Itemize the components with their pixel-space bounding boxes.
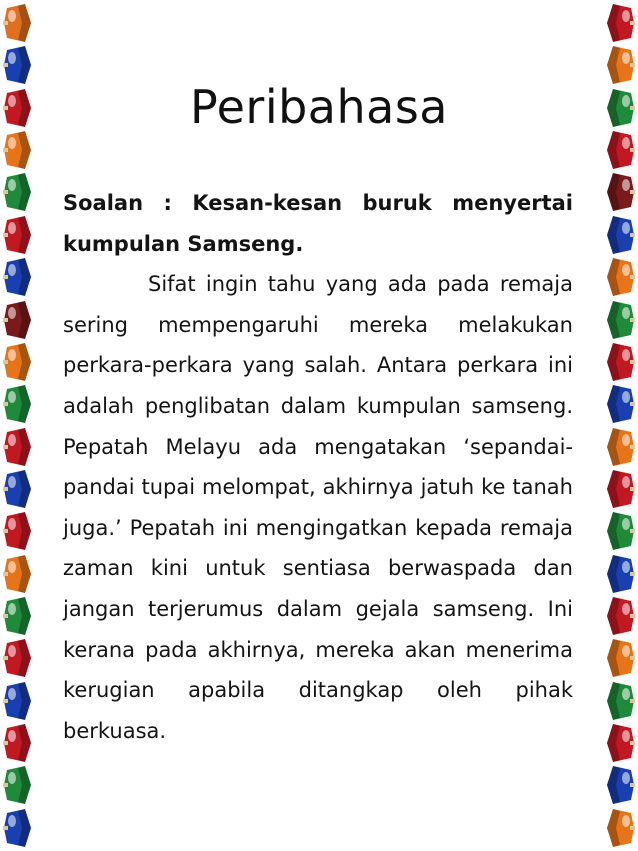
gem-bead-icon (3, 807, 33, 849)
gem-bead-icon (605, 256, 635, 298)
gem-bead-icon (605, 807, 635, 849)
gem-bead-icon (605, 214, 635, 256)
gem-bead-icon (605, 129, 635, 171)
gem-bead-icon (3, 722, 33, 764)
document-body (63, 183, 573, 751)
question-text: Soalan : Kesan-kesan buruk menyertai kumpulan Samseng. (63, 191, 573, 256)
gem-bead-icon (605, 341, 635, 383)
gem-bead-icon (605, 680, 635, 722)
gem-bead-icon (3, 341, 33, 383)
gem-bead-icon (3, 2, 33, 44)
gem-bead-icon (605, 2, 635, 44)
gem-bead-icon (605, 510, 635, 552)
gem-bead-icon (3, 383, 33, 425)
gem-bead-icon (605, 722, 635, 764)
gem-bead-icon (3, 426, 33, 468)
gem-bead-icon (3, 171, 33, 213)
gem-bead-icon (605, 637, 635, 679)
gem-bead-icon (3, 764, 33, 806)
gem-bead-icon (605, 426, 635, 468)
gem-bead-icon (605, 764, 635, 806)
gem-bead-icon (3, 637, 33, 679)
essay-paragraph: Sifat ingin tahu yang ada pada remaja sering mempengaruhi mereka melakukan perkara-perkara yang salah. Antara perkara ini adalah penglibatan dalam kumpulan samseng. Pepatah Melayu ada mengatakan ‘sepandai-pandai tupai melompat, akhirnya jatuh ke tanah juga.’ Pepatah ini mengingatkan kepada remaja zaman kini untuk sentiasa berwaspada dan jangan terjerumus dalam gejala samseng. Ini kerana pada akhirnya, mereka akan menerima kerugian apabila ditangkap oleh pihak berkuasa. (63, 272, 573, 743)
gem-bead-icon (605, 299, 635, 341)
gem-bead-icon (3, 553, 33, 595)
gem-bead-icon (3, 510, 33, 552)
gem-bead-icon (3, 299, 33, 341)
gem-bead-icon (3, 256, 33, 298)
gem-bead-icon (605, 383, 635, 425)
gem-bead-icon (3, 129, 33, 171)
gem-bead-icon (605, 171, 635, 213)
gem-bead-icon (3, 680, 33, 722)
gem-bead-icon (605, 553, 635, 595)
gem-bead-icon (3, 214, 33, 256)
gem-bead-icon (605, 595, 635, 637)
gem-bead-icon (3, 595, 33, 637)
gem-bead-icon (3, 468, 33, 510)
gem-bead-icon (605, 468, 635, 510)
page-title: Peribahasa (190, 80, 448, 134)
